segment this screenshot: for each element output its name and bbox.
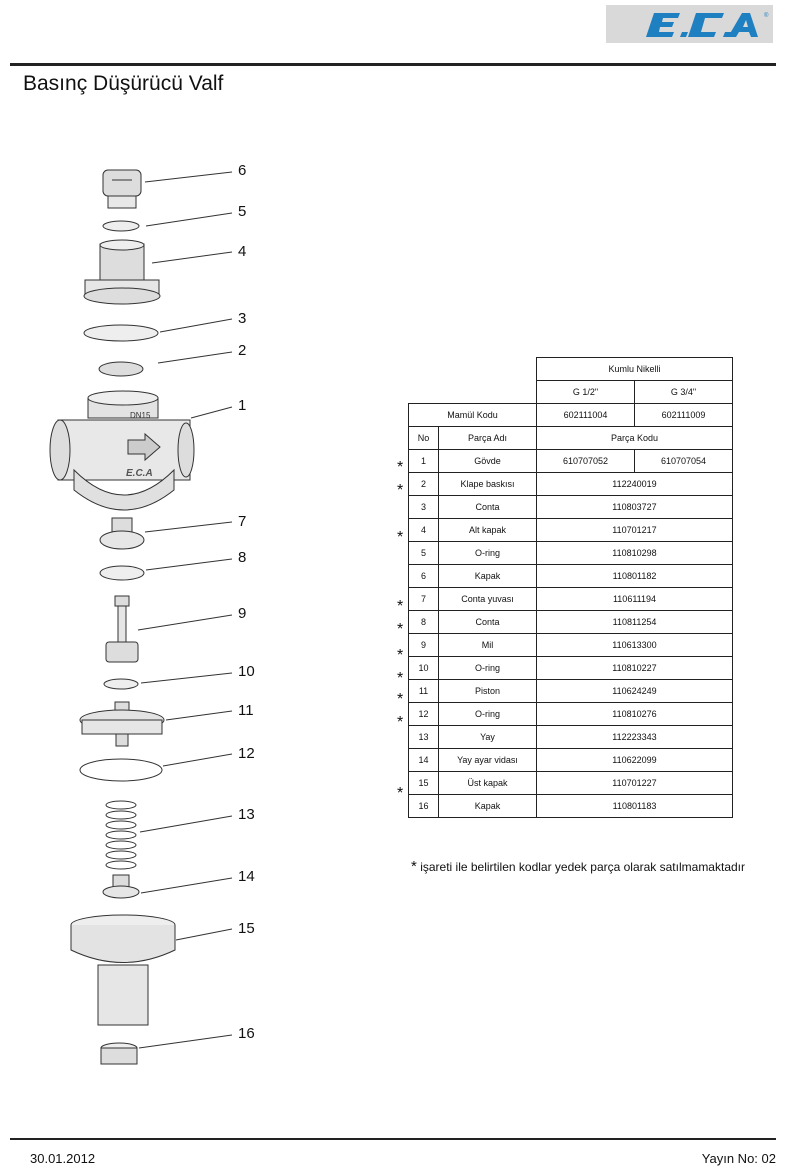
spare-marker: *	[397, 714, 404, 731]
row-code: 610707052	[537, 450, 635, 473]
callout-number: 6	[238, 162, 247, 179]
body-brand-mark: E.C.A	[126, 468, 153, 479]
table-row	[409, 657, 733, 680]
part-5-oring	[103, 221, 139, 231]
row-name: Üst kapak	[439, 772, 537, 795]
row-no: 15	[409, 772, 439, 795]
table-row	[409, 703, 733, 726]
finish-header: Kumlu Nikelli	[537, 358, 733, 381]
part-8-gasket	[100, 566, 144, 580]
callout-number: 4	[238, 243, 247, 260]
product-code-label: Mamül Kodu	[409, 404, 537, 427]
table-row	[409, 611, 733, 634]
note-asterisk: *	[411, 858, 417, 875]
table-row	[409, 726, 733, 749]
part-15-upper-cap	[71, 915, 175, 1025]
row-name: Piston	[439, 680, 537, 703]
row-name: Conta	[439, 611, 537, 634]
spare-marker: *	[397, 647, 404, 664]
callout-number: 9	[238, 605, 247, 622]
table-row	[409, 634, 733, 657]
note-text: işareti ile belirtilen kodlar yedek parça olarak satılmamaktadır	[420, 860, 745, 874]
col-header-no: No	[409, 427, 439, 450]
row-name: Conta	[439, 496, 537, 519]
spare-parts-note	[411, 858, 745, 875]
row-no: 12	[409, 703, 439, 726]
callout-number: 16	[238, 1025, 255, 1042]
row-code: 110701227	[537, 772, 733, 795]
table-row	[409, 519, 733, 542]
callout-number: 1	[238, 397, 247, 414]
spare-marker: *	[397, 459, 404, 476]
row-no: 5	[409, 542, 439, 565]
row-no: 4	[409, 519, 439, 542]
row-no: 10	[409, 657, 439, 680]
table-row	[409, 588, 733, 611]
spare-marker: *	[397, 598, 404, 615]
callout-number: 14	[238, 868, 255, 885]
row-code: 110811254	[537, 611, 733, 634]
col-header-name: Parça Adı	[439, 427, 537, 450]
row-no: 11	[409, 680, 439, 703]
row-name: Yay ayar vidası	[439, 749, 537, 772]
callout-number: 2	[238, 342, 247, 359]
row-no: 9	[409, 634, 439, 657]
body-size-mark: DN15	[130, 411, 151, 420]
row-name: Kapak	[439, 565, 537, 588]
callout-number: 13	[238, 806, 255, 823]
row-code: 110611194	[537, 588, 733, 611]
spare-marker: *	[397, 621, 404, 638]
row-name: Kapak	[439, 795, 537, 818]
col-header-code: Parça Kodu	[537, 427, 733, 450]
row-code: 110624249	[537, 680, 733, 703]
callout-number: 7	[238, 513, 247, 530]
row-code: 112223343	[537, 726, 733, 749]
row-name: O-ring	[439, 542, 537, 565]
row-name: O-ring	[439, 703, 537, 726]
product-code-cell: 602111009	[635, 404, 733, 427]
row-code: 110622099	[537, 749, 733, 772]
part-1-body	[50, 391, 194, 510]
part-16-cap	[101, 1043, 137, 1064]
row-code: 110801182	[537, 565, 733, 588]
spare-marker: *	[397, 482, 404, 499]
row-code: 110810276	[537, 703, 733, 726]
page-title: Basınç Düşürücü Valf	[23, 72, 224, 95]
row-code: 112240019	[537, 473, 733, 496]
size-header: G 1/2"	[537, 381, 635, 404]
part-2-flap	[99, 362, 143, 376]
eca-logo-icon	[606, 5, 773, 43]
table-row	[409, 749, 733, 772]
svg-text:®: ®	[764, 13, 769, 19]
row-code: 610707054	[635, 450, 733, 473]
brand-logo	[606, 5, 773, 43]
row-code: 110613300	[537, 634, 733, 657]
table-row	[409, 795, 733, 818]
table-row	[409, 450, 733, 473]
part-6-cap	[103, 170, 141, 208]
part-7-seal-seat	[100, 518, 144, 549]
part-12-oring	[80, 759, 162, 781]
part-11-piston	[80, 702, 164, 746]
spare-marker: *	[397, 691, 404, 708]
product-code-cell: 602111004	[537, 404, 635, 427]
row-name: O-ring	[439, 657, 537, 680]
row-no: 7	[409, 588, 439, 611]
row-code: 110803727	[537, 496, 733, 519]
row-name: Mil	[439, 634, 537, 657]
row-name: Klape baskısı	[439, 473, 537, 496]
table-row	[409, 565, 733, 588]
row-code: 110701217	[537, 519, 733, 542]
part-13-spring	[106, 801, 136, 869]
callout-number: 3	[238, 310, 247, 327]
callout-number: 12	[238, 745, 255, 762]
table-row	[409, 680, 733, 703]
row-name: Conta yuvası	[439, 588, 537, 611]
row-no: 3	[409, 496, 439, 519]
row-no: 16	[409, 795, 439, 818]
table-row	[409, 772, 733, 795]
row-code: 110801183	[537, 795, 733, 818]
callout-number: 10	[238, 663, 255, 680]
spare-marker: *	[397, 529, 404, 546]
size-header: G 3/4"	[635, 381, 733, 404]
row-name: Gövde	[439, 450, 537, 473]
spare-marker: *	[397, 670, 404, 687]
table-row	[409, 496, 733, 519]
row-code: 110810227	[537, 657, 733, 680]
footer-edition: Yayın No: 02	[701, 1151, 776, 1166]
part-14-adjust-screw	[103, 875, 139, 898]
row-no: 1	[409, 450, 439, 473]
part-10-oring	[104, 679, 138, 689]
row-name: Yay	[439, 726, 537, 749]
part-9-shaft	[106, 596, 138, 662]
footer-date: 30.01.2012	[30, 1151, 96, 1166]
row-no: 13	[409, 726, 439, 749]
part-3-gasket	[84, 325, 158, 341]
part-4-lower-cap	[84, 240, 160, 304]
exploded-view-diagram	[0, 150, 400, 1090]
row-code: 110810298	[537, 542, 733, 565]
row-no: 14	[409, 749, 439, 772]
row-no: 8	[409, 611, 439, 634]
table-row	[409, 473, 733, 496]
row-name: Alt kapak	[439, 519, 537, 542]
callout-number: 5	[238, 203, 247, 220]
header-rule	[10, 63, 776, 66]
parts-table	[408, 357, 733, 818]
spare-marker: *	[397, 785, 404, 802]
row-no: 6	[409, 565, 439, 588]
row-no: 2	[409, 473, 439, 496]
callout-number: 11	[238, 702, 254, 719]
footer-rule	[10, 1138, 776, 1140]
callout-number: 15	[238, 920, 255, 937]
callout-number: 8	[238, 549, 247, 566]
table-row	[409, 542, 733, 565]
